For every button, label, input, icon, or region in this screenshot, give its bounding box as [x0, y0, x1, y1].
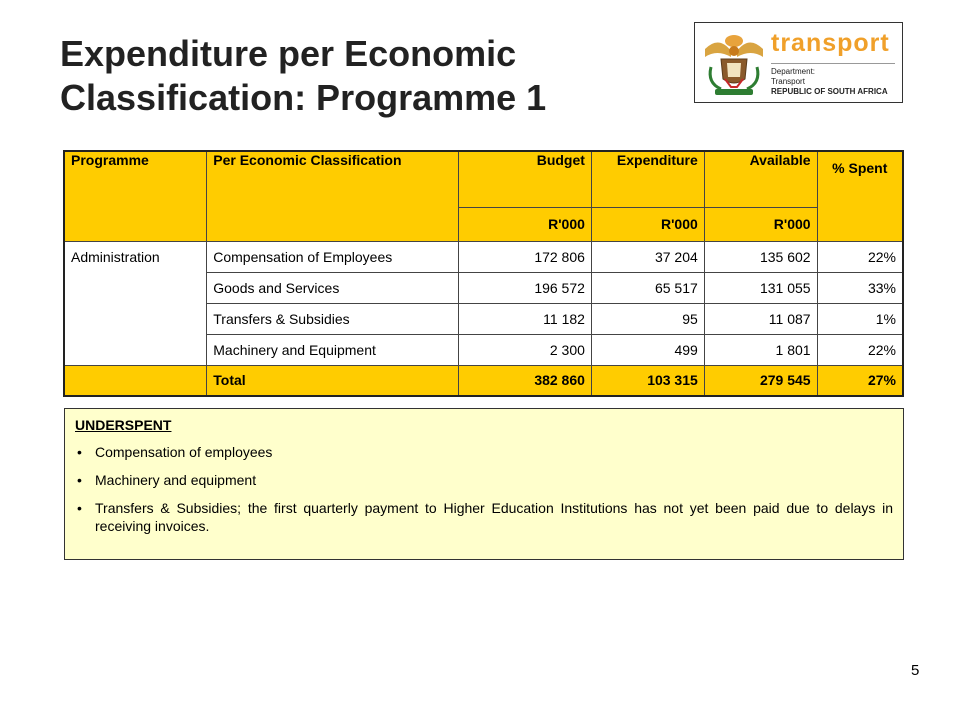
- logo-dept-line3: REPUBLIC OF SOUTH AFRICA: [771, 87, 888, 96]
- table-total-row: [64, 365, 903, 396]
- row-item: Compensation of Employees: [207, 241, 459, 272]
- row-expenditure: 65 517: [591, 272, 704, 303]
- total-available: 279 545: [704, 365, 817, 396]
- total-label: Total: [207, 365, 459, 396]
- row-budget: 2 300: [459, 334, 592, 365]
- row-item: Goods and Services: [207, 272, 459, 303]
- unit-expenditure: R'000: [591, 207, 704, 241]
- list-item: • Transfers & Subsidies; the first quarterly payment to Higher Education Institutions has not yet been paid due to delays in receiving invoices.: [75, 499, 893, 535]
- list-item: • Machinery and equipment: [75, 471, 893, 489]
- row-available: 135 602: [704, 241, 817, 272]
- total-budget: 382 860: [459, 365, 592, 396]
- department-logo: [694, 22, 903, 103]
- row-expenditure: 95: [591, 303, 704, 334]
- row-expenditure: 37 204: [591, 241, 704, 272]
- page-number: 5: [911, 662, 920, 679]
- underspent-notes-box: [64, 408, 904, 560]
- row-expenditure: 499: [591, 334, 704, 365]
- header-programme: Programme: [64, 151, 207, 241]
- list-item: • Compensation of employees: [75, 443, 893, 461]
- logo-dept-line2: Transport: [771, 77, 805, 86]
- unit-budget: R'000: [459, 207, 592, 241]
- row-spent: 22%: [817, 241, 903, 272]
- header-budget: Budget: [459, 151, 592, 207]
- row-available: 1 801: [704, 334, 817, 365]
- notes-list: [75, 443, 893, 535]
- table-row: [64, 241, 903, 272]
- expenditure-table: [63, 150, 904, 397]
- logo-department-text: [771, 67, 888, 97]
- logo-wordmark: transport: [771, 29, 890, 57]
- programme-cell: Administration: [64, 241, 207, 365]
- table-header-row: [64, 151, 903, 207]
- total-spent: 27%: [817, 365, 903, 396]
- row-spent: 1%: [817, 303, 903, 334]
- notes-heading: UNDERSPENT: [75, 417, 172, 433]
- row-available: 131 055: [704, 272, 817, 303]
- row-available: 11 087: [704, 303, 817, 334]
- coat-of-arms-icon: [701, 27, 767, 99]
- row-spent: 33%: [817, 272, 903, 303]
- row-budget: 172 806: [459, 241, 592, 272]
- slide-title: Expenditure per Economic Classification: Programme 1: [60, 33, 547, 118]
- total-blank-cell: [64, 365, 207, 396]
- total-expenditure: 103 315: [591, 365, 704, 396]
- logo-dept-line1: Department:: [771, 67, 816, 76]
- logo-divider: [771, 63, 895, 64]
- row-item: Transfers & Subsidies: [207, 303, 459, 334]
- header-available: Available: [704, 151, 817, 207]
- header-classification: Per Economic Classification: [207, 151, 459, 241]
- header-expenditure: Expenditure: [591, 151, 704, 207]
- header-percent-spent: % Spent: [817, 151, 903, 241]
- row-budget: 11 182: [459, 303, 592, 334]
- row-spent: 22%: [817, 334, 903, 365]
- row-budget: 196 572: [459, 272, 592, 303]
- unit-available: R'000: [704, 207, 817, 241]
- row-item: Machinery and Equipment: [207, 334, 459, 365]
